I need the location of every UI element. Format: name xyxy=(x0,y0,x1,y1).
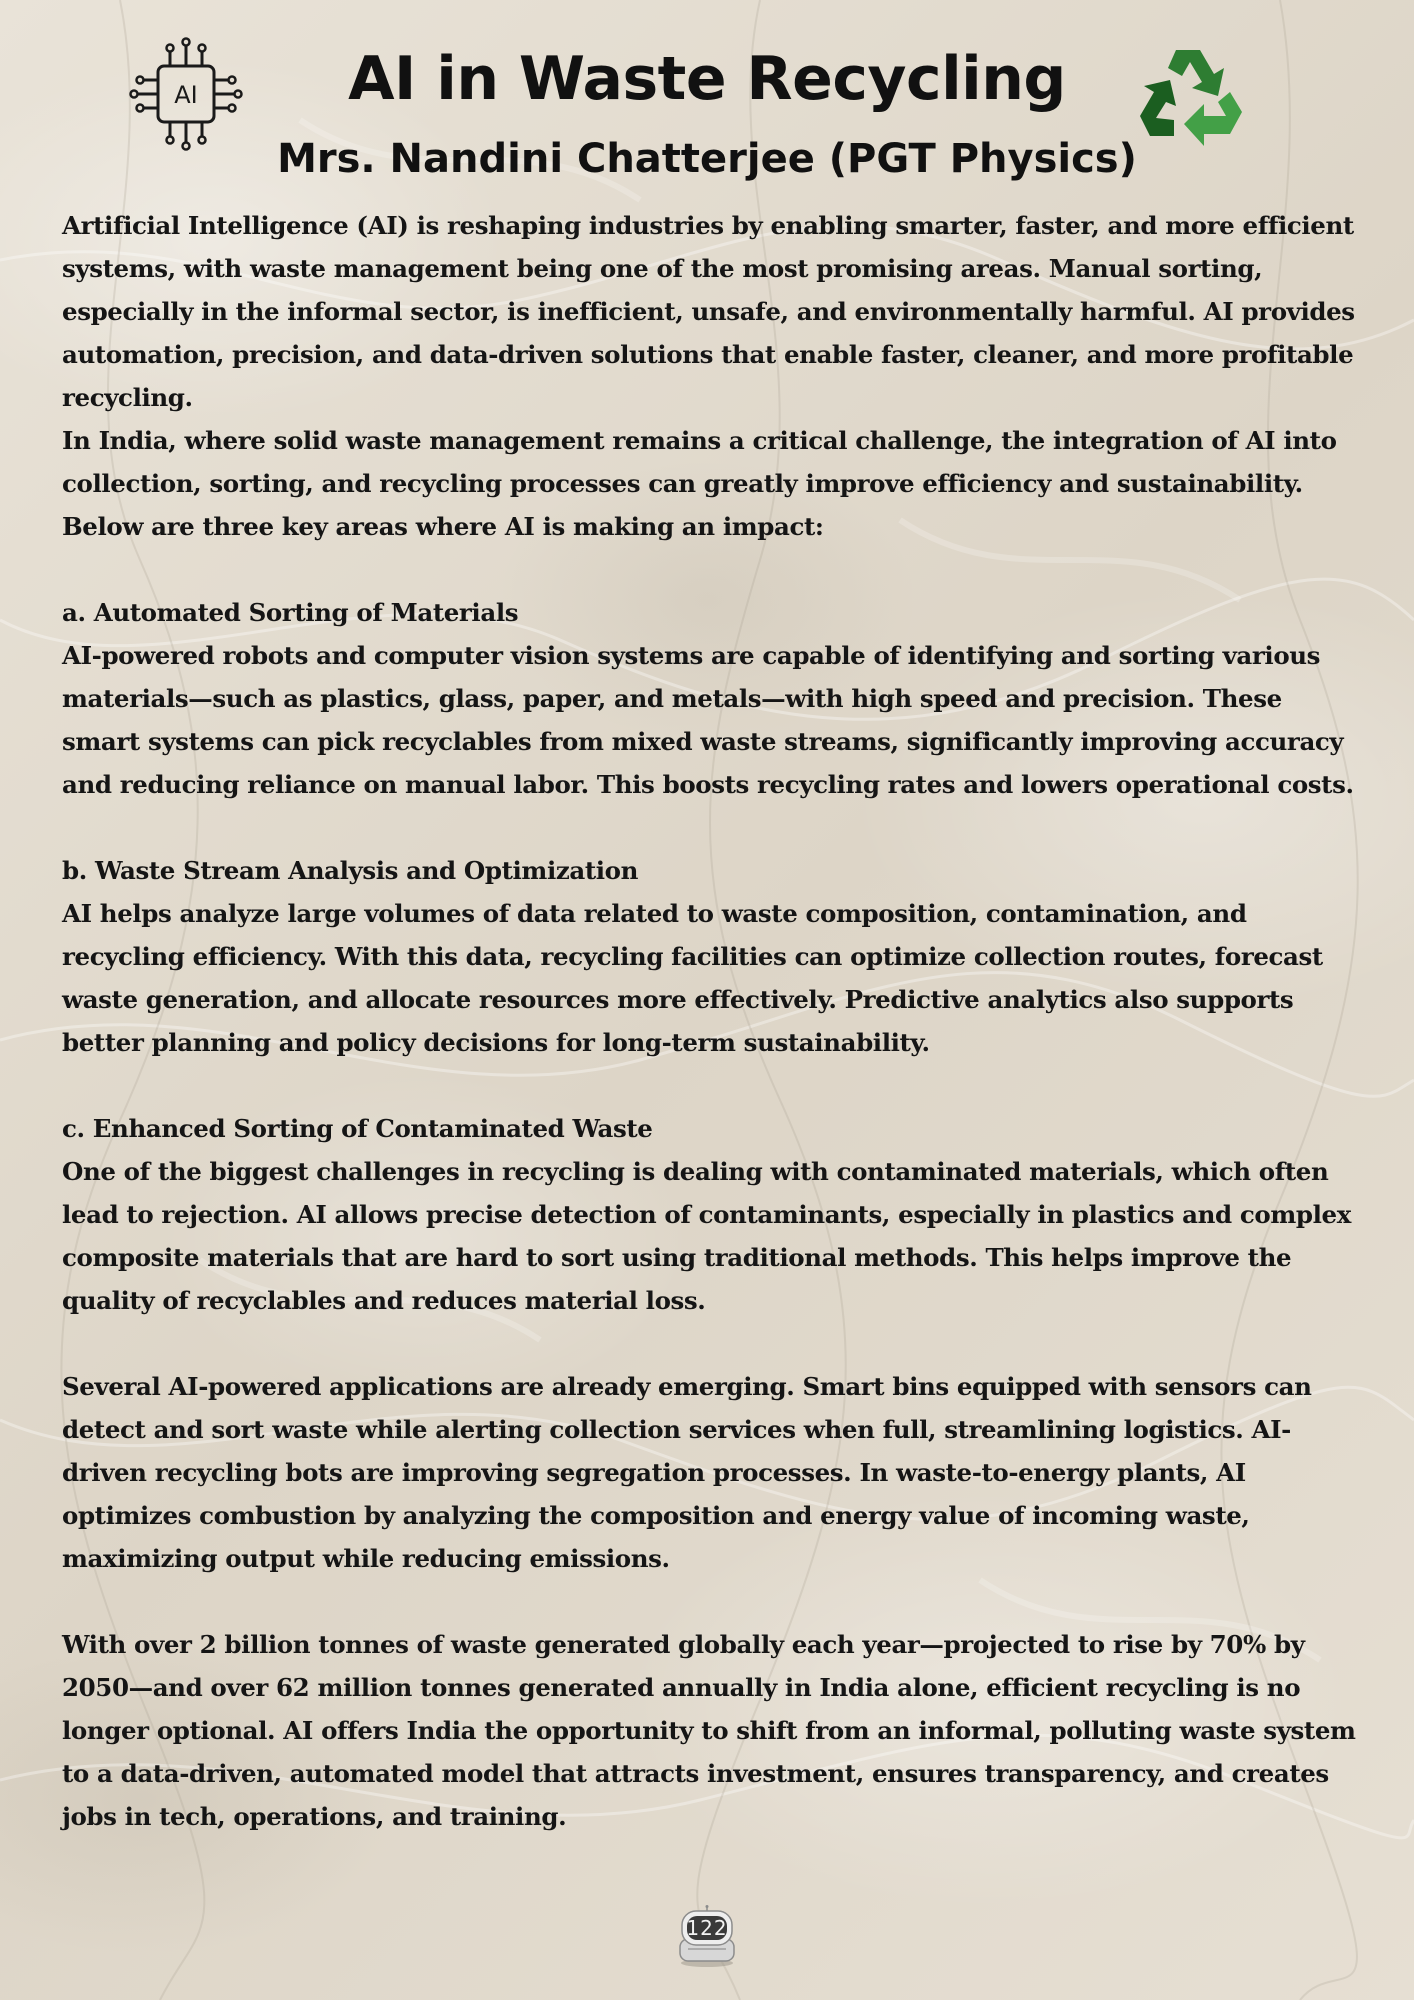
section-c-text: One of the biggest challenges in recycling is dealing with contaminated materials, which often lead to rejection. AI allows precise detection of contaminants, especially in plastics and complex composite materials that are hard to sort using traditional methods. This helps improve the quality of recyclables and reduces material loss. xyxy=(62,1157,1351,1315)
applications-paragraph: Several AI-powered applications are already emerging. Smart bins equipped with sensors can detect and sort waste while alerting collection services when full, streamlining logistics. AI-driven recycling bots are improving segregation processes. In waste-to-energy plants, AI optimizes combustion by analyzing the composition and energy value of incoming waste, maximizing output while reducing emissions. xyxy=(62,1372,1312,1573)
india-paragraph: In India, where solid waste management remains a critical challenge, the integration of AI into collection, sorting, and recycling processes can greatly improve efficiency and sustainability. Below are three key areas where AI is making an impact: xyxy=(62,426,1337,541)
section-a-heading: a. Automated Sorting of Materials xyxy=(62,598,519,627)
section-b-text: AI helps analyze large volumes of data related to waste composition, contamination, and recycling efficiency. With this data, recycling facilities can optimize collection routes, forecast waste generation, and allocate resources more effectively. Predictive analytics also supports better planning and policy decisions for long-term sustainability. xyxy=(62,899,1323,1057)
author-subtitle: Mrs. Nandini Chatterjee (PGT Physics) xyxy=(277,136,1137,182)
section-c-heading: c. Enhanced Sorting of Contaminated Waste xyxy=(62,1114,653,1143)
article-body xyxy=(62,204,1362,1838)
page-number: 122 xyxy=(686,1916,728,1940)
page-header xyxy=(0,20,1414,200)
conclusion-paragraph: With over 2 billion tonnes of waste generated globally each year—projected to rise by 70% by 2050—and over 62 million tonnes generated annually in India alone, efficient recycling is no longer optional. AI offers India the opportunity to shift from an informal, polluting waste system to a data-driven, automated model that attracts investment, ensures transparency, and creates jobs in tech, operations, and training. xyxy=(62,1630,1356,1831)
page-title: AI in Waste Recycling xyxy=(348,44,1066,114)
section-a-text: AI-powered robots and computer vision systems are capable of identifying and sorting various materials—such as plastics, glass, paper, and metals—with high speed and precision. These smart systems can pick recyclables from mixed waste streams, significantly improving accuracy and reducing reliance on manual labor. This boosts recycling rates and lowers operational costs. xyxy=(62,641,1354,799)
intro-paragraph: Artificial Intelligence (AI) is reshaping industries by enabling smarter, faster, and more efficient systems, with waste management being one of the most promising areas. Manual sorting, especially in the informal sector, is inefficient, unsafe, and environmentally harmful. AI provides automation, precision, and data-driven solutions that enable faster, cleaner, and more profitable recycling. xyxy=(62,211,1355,412)
section-b-heading: b. Waste Stream Analysis and Optimization xyxy=(62,856,639,885)
ai-chip-label: AI xyxy=(174,81,198,109)
